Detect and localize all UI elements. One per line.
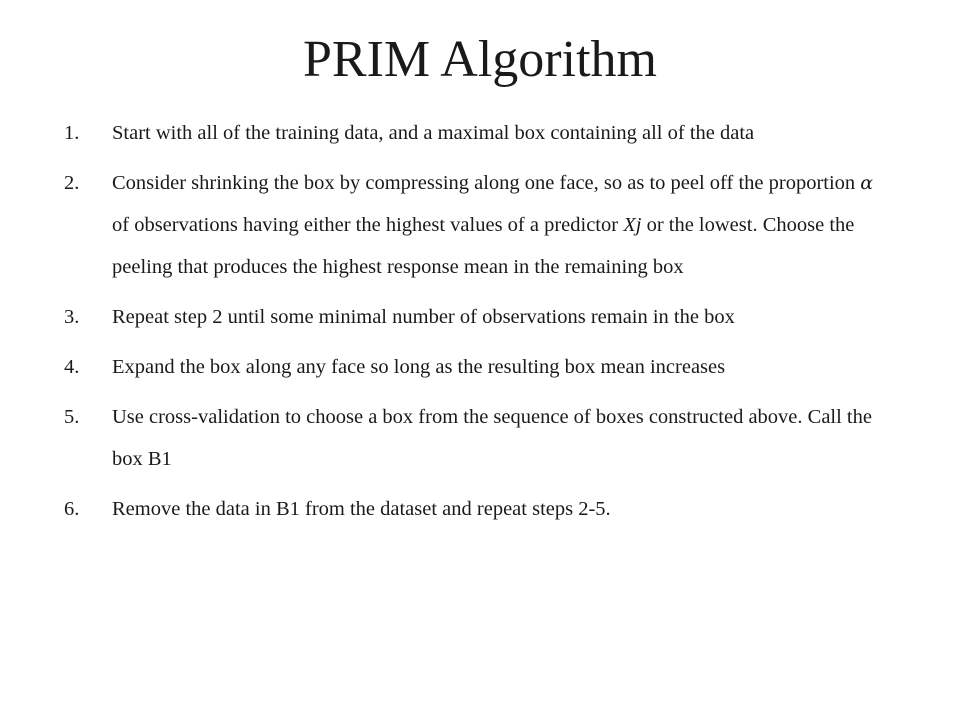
step-number: 1. [64,122,80,144]
step-number: 3. [64,306,80,328]
step-number: 6. [64,498,80,520]
list-item-step-3 [64,296,894,338]
step-text-part: or the lowest. Choose the peeling that produces the highest response mean in the remaining box [112,214,855,278]
step-text-part: Consider shrinking the box by compressing along one face, so as to peel off the proportion [112,172,861,194]
step-text: Remove the data in B1 from the dataset and repeat steps 2-5. [112,498,611,520]
step-number: 5. [64,406,80,428]
list-item-step-4 [64,346,894,388]
step-text-part: of observations having either the highest values of a predictor [112,214,624,236]
step-text: Use cross-validation to choose a box from the sequence of boxes constructed above. Call the box B1 [112,406,872,470]
step-text [112,172,873,278]
step-number: 2. [64,172,80,194]
step-number: 4. [64,356,80,378]
step-text: Start with all of the training data, and a maximal box containing all of the data [112,122,755,144]
step-text: Repeat step 2 until some minimal number of observations remain in the box [112,306,735,328]
list-item-step-2 [64,162,894,288]
list-item-step-1 [64,112,894,154]
slide-title: PRIM Algorithm [303,31,657,88]
list-item-step-5 [64,396,894,480]
variable-xj: Xj [623,214,642,236]
alpha-symbol: α [860,172,874,194]
list-item-step-6 [64,488,894,530]
step-text: Expand the box along any face so long as the resulting box mean increases [112,356,726,378]
algorithm-steps-list [64,112,894,538]
